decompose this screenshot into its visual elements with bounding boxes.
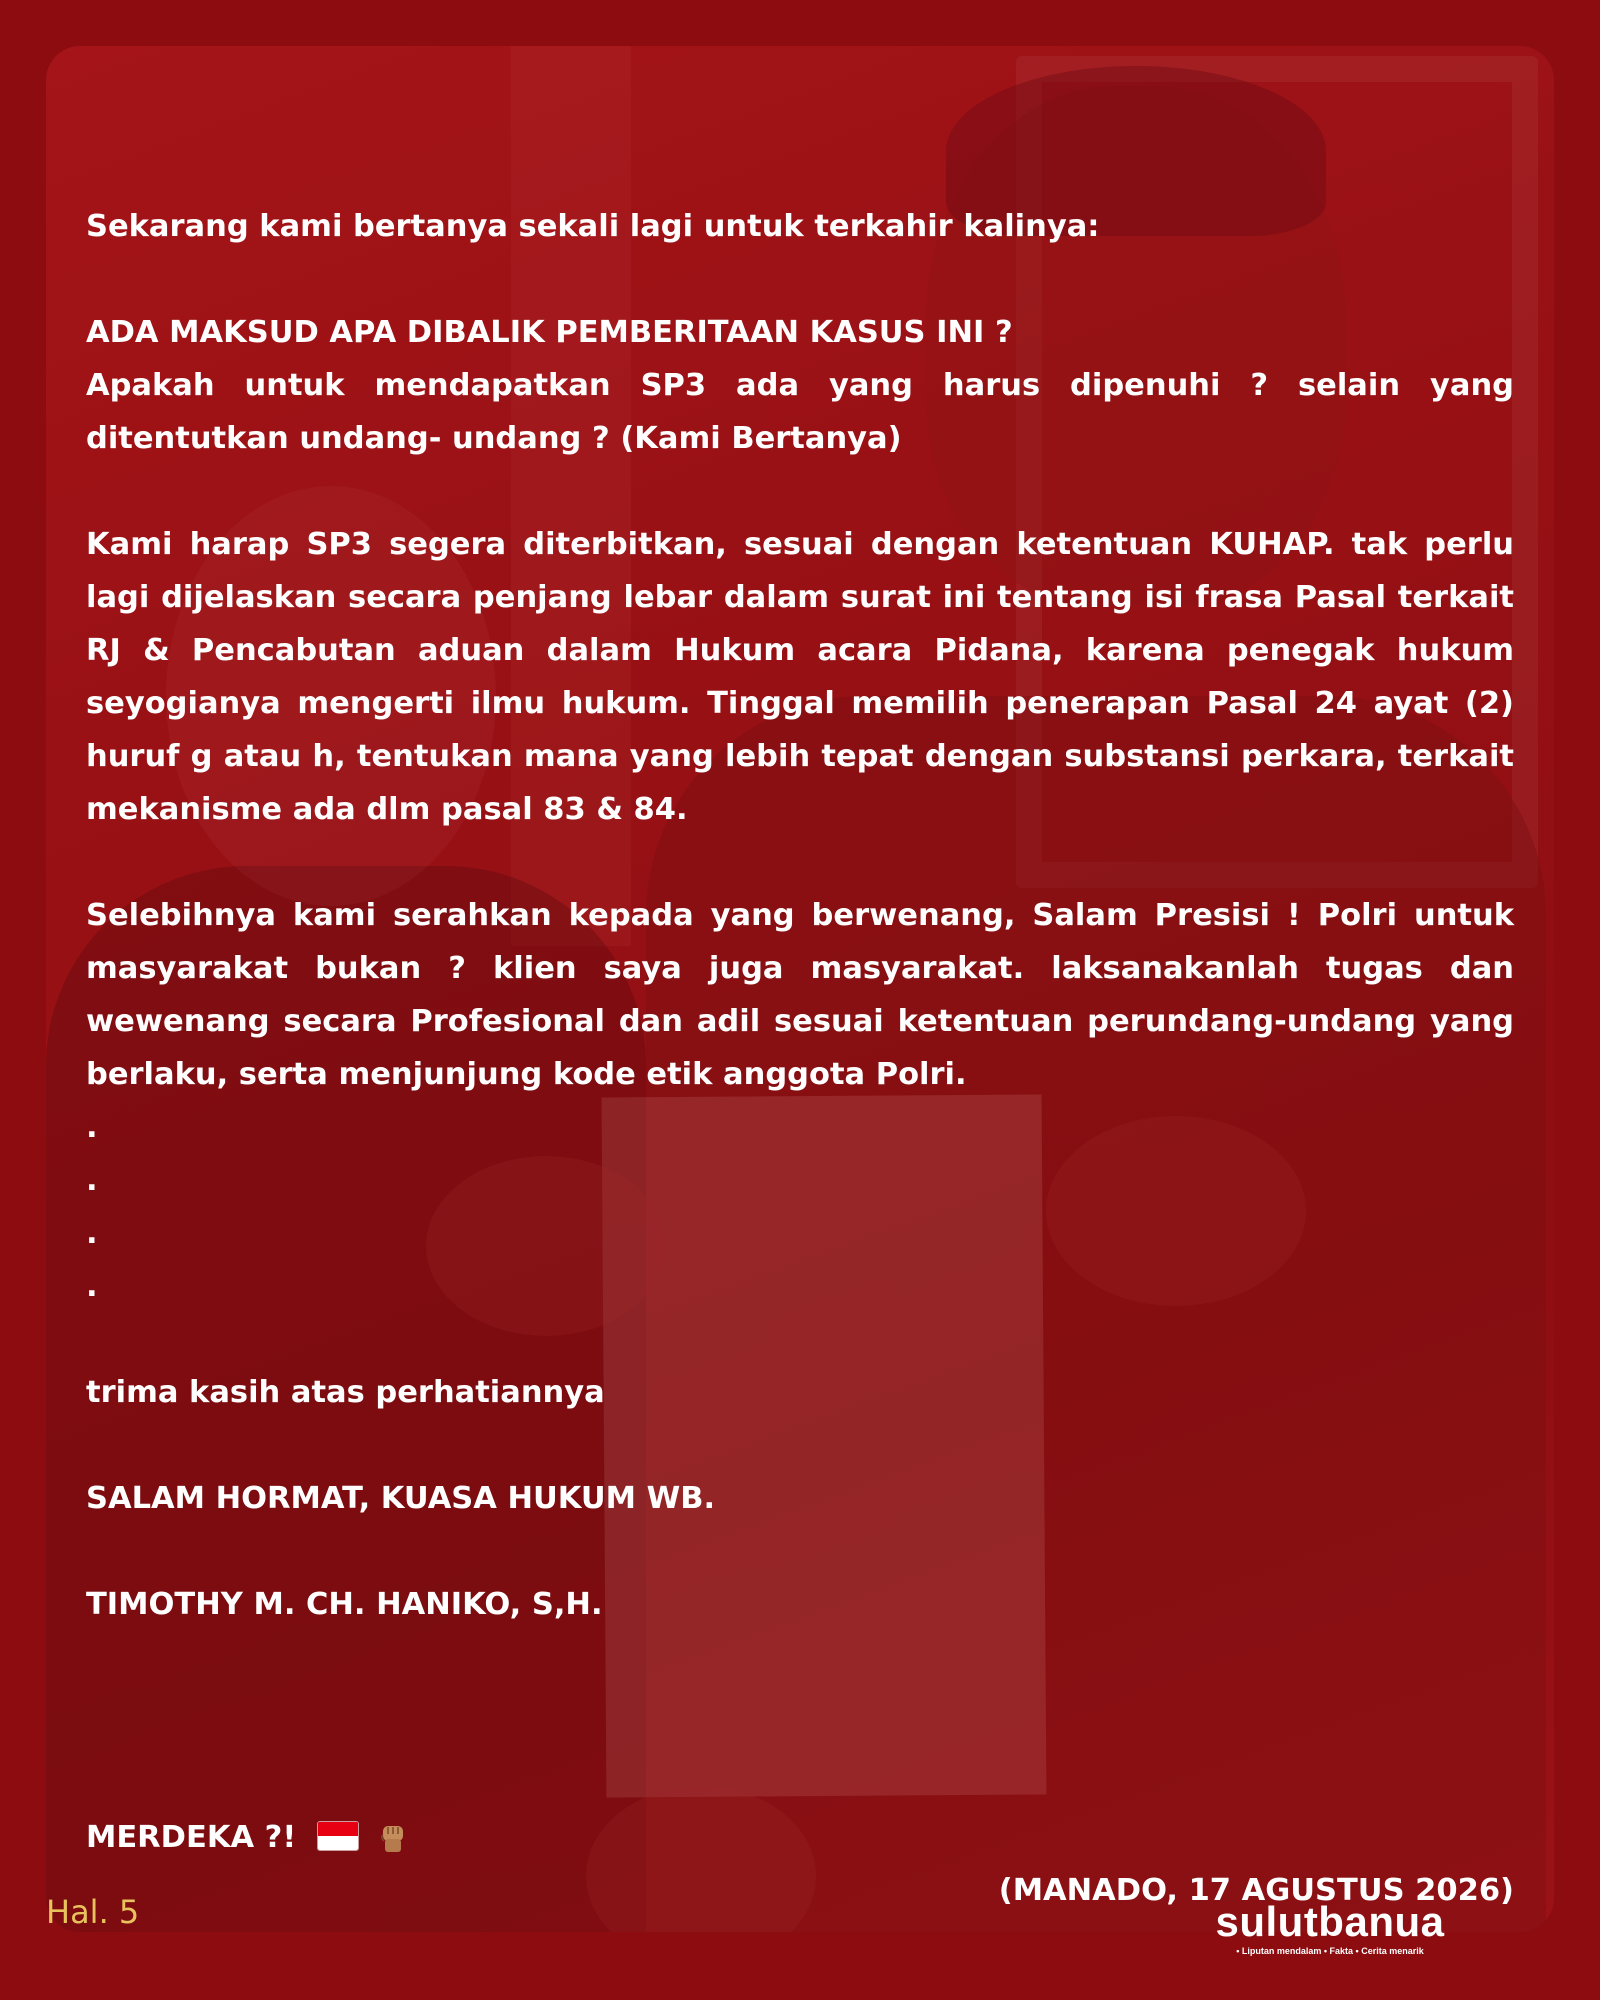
- ellipsis-dot: .: [86, 1216, 98, 1251]
- raised-fist-icon: [376, 1820, 410, 1854]
- paragraph-closing: Selebihnya kami serahkan kepada yang berwenang, Salam Presisi ! Polri untuk masyarakat bukan ? klien saya juga masyarakat. laksanakanlah tugas dan wewenang secara Profesional dan adil sesuai ketentuan perundang-undang yang berlaku, serta menjunjung kode etik anggota Polri.: [86, 898, 1514, 1092]
- paragraph-sp3: Kami harap SP3 segera diterbitkan, sesuai dengan ketentuan KUHAP. tak perlu lagi dijelaskan secara penjang lebar dalam surat ini tentang isi frasa Pasal terkait RJ & Pencabutan aduan dalam Hukum acara Pidana, karena penegak hukum seyogianya mengerti ilmu hukum. Tinggal memilih penerapan Pasal 24 ayat (2) huruf g atau h, tentukan mana yang lebih tepat dengan substansi perkara, terkait mekanisme ada dlm pasal 83 & 84.: [86, 527, 1514, 827]
- brand-name: sulutbanua: [1215, 1898, 1445, 1945]
- regards-line: SALAM HORMAT, KUASA HUKUM WB.: [86, 1481, 716, 1516]
- ellipsis-dot: .: [86, 1110, 98, 1145]
- ellipsis-dot: .: [86, 1163, 98, 1198]
- merdeka-text: MERDEKA ?!: [86, 1820, 297, 1855]
- place-date: (MANADO, 17 AGUSTUS 2026): [998, 1873, 1514, 1908]
- letter-intro: Sekarang kami bertanya sekali lagi untuk terkahir kalinya:: [86, 209, 1100, 244]
- merdeka-line: [86, 1811, 410, 1864]
- letter-body: [86, 200, 1514, 1631]
- brand-logo: [1200, 1900, 1460, 1958]
- brand-tagline: • Liputan mendalam • Fakta • Cerita menarik: [1236, 1946, 1424, 1956]
- ellipsis-dot: .: [86, 1269, 98, 1304]
- thanks-line: trima kasih atas perhatiannya: [86, 1375, 605, 1410]
- question-body: Apakah untuk mendapatkan SP3 ada yang harus dipenuhi ? selain yang ditentutkan undang- undang ? (Kami Bertanya): [86, 368, 1514, 456]
- letter-card: [46, 46, 1554, 1932]
- question-heading: ADA MAKSUD APA DIBALIK PEMBERITAAN KASUS INI ?: [86, 315, 1013, 350]
- signatory-name: TIMOTHY M. CH. HANIKO, S,H.: [86, 1587, 603, 1622]
- indonesia-flag-icon: [317, 1821, 359, 1851]
- page-number: Hal. 5: [46, 1893, 140, 1931]
